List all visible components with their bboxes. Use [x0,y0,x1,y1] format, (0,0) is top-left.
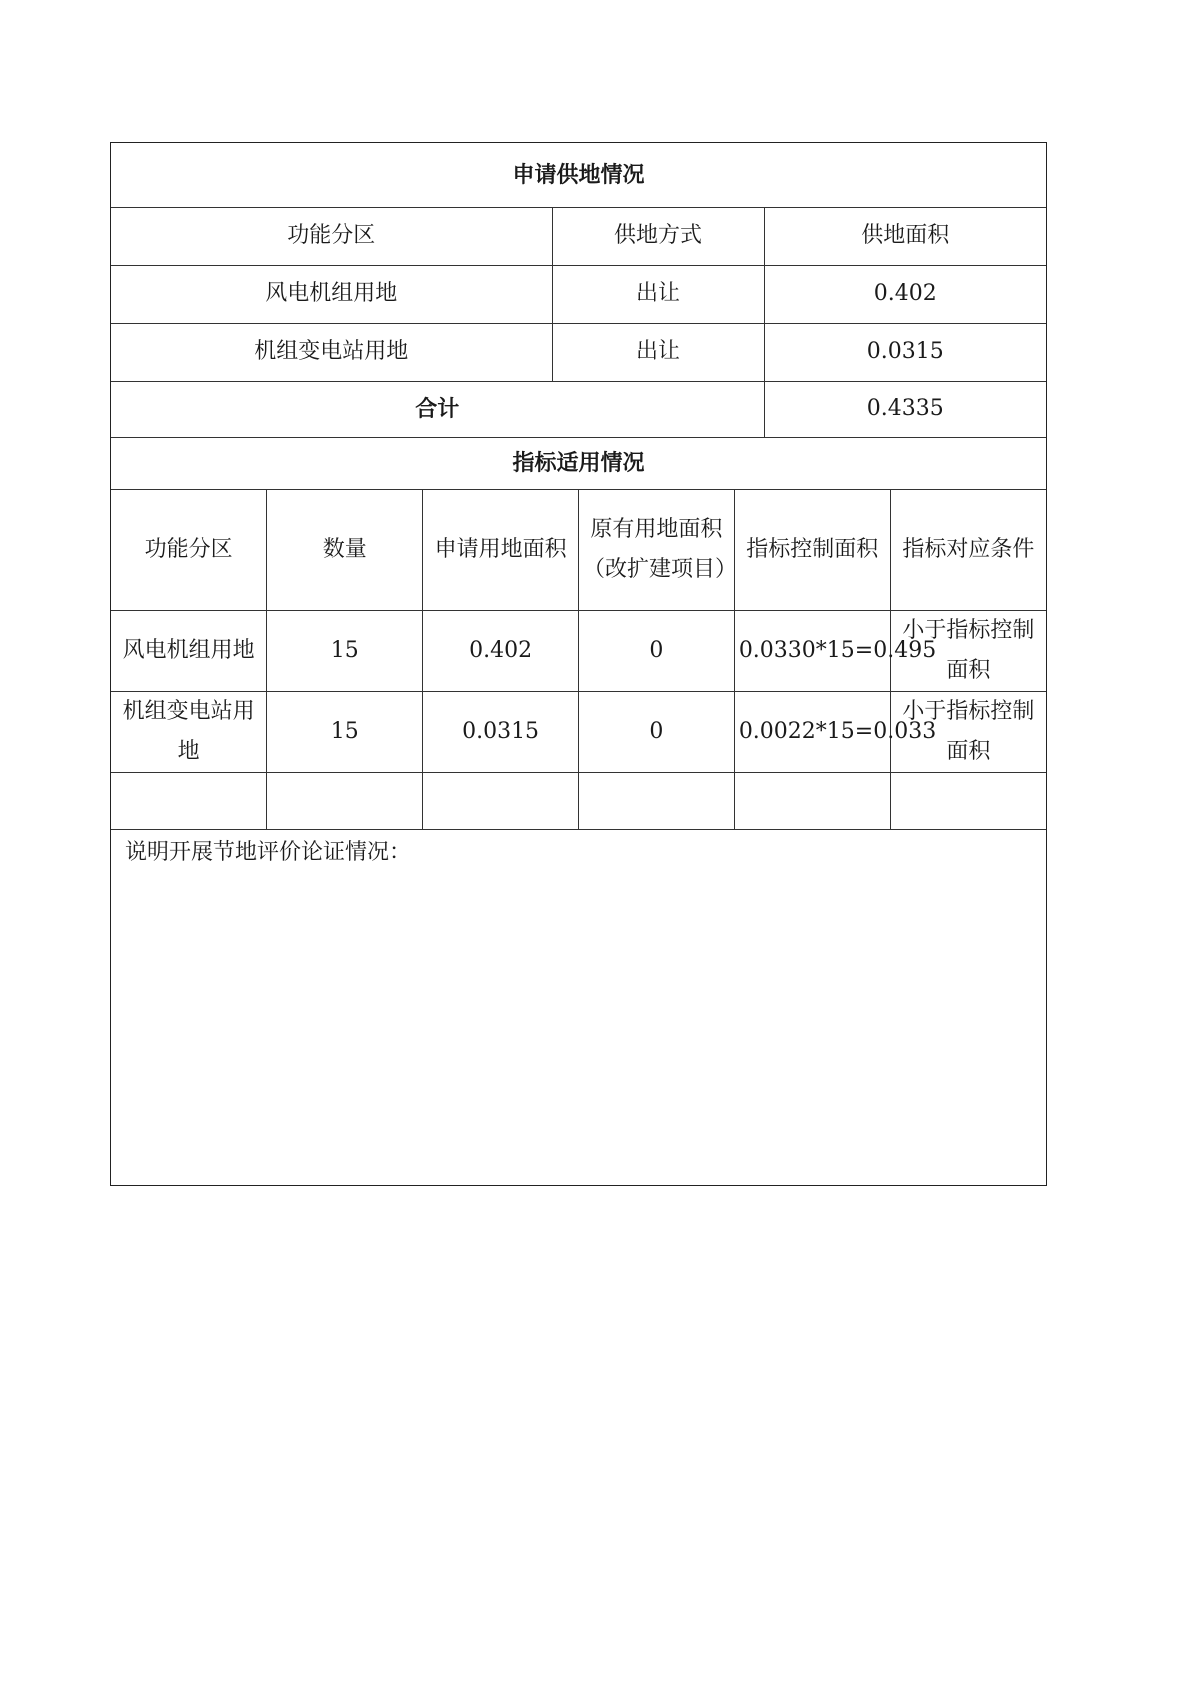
empty-cell [734,773,890,830]
empty-cell [578,773,734,830]
index-zone: 风电机组用地 [111,611,267,692]
supply-title: 申请供地情况 [111,143,1046,207]
form-frame [110,142,1047,1186]
empty-cell [267,773,423,830]
empty-cell [111,773,267,830]
index-header-condition: 指标对应条件 [890,490,1046,611]
index-header-zone: 功能分区 [111,490,267,611]
index-count: 15 [267,692,423,773]
index-header-control: 指标控制面积 [734,490,890,611]
index-table [111,438,1046,831]
supply-zone: 机组变电站用地 [111,323,552,381]
supply-header-area: 供地面积 [764,207,1046,265]
supply-area: 0.0315 [764,323,1046,381]
empty-cell [423,773,579,830]
supply-method: 出让 [552,265,764,323]
supply-method: 出让 [552,323,764,381]
index-condition: 小于指标控制面积 [890,692,1046,773]
table-row [111,692,1046,773]
table-row [111,323,1046,381]
table-row [111,265,1046,323]
index-title: 指标适用情况 [111,438,1046,490]
index-original-area: 0 [578,611,734,692]
supply-area: 0.402 [764,265,1046,323]
index-apply-area: 0.0315 [423,692,579,773]
supply-table [111,143,1046,438]
evaluation-note: 说明开展节地评价论证情况： [125,840,412,865]
table-row [111,611,1046,692]
total-value: 0.4335 [764,381,1046,437]
index-control: 0.0330*15=0.495 [734,611,890,692]
supply-zone: 风电机组用地 [111,265,552,323]
index-header-count: 数量 [267,490,423,611]
index-condition: 小于指标控制面积 [890,611,1046,692]
supply-header-method: 供地方式 [552,207,764,265]
index-control: 0.0022*15=0.033 [734,692,890,773]
supply-header-zone: 功能分区 [111,207,552,265]
index-apply-area: 0.402 [423,611,579,692]
total-label: 合计 [111,381,764,437]
index-header-original-area: 原有用地面积（改扩建项目） [578,490,734,611]
index-header-apply-area: 申请用地面积 [423,490,579,611]
table-row-empty [111,773,1046,830]
index-original-area: 0 [578,692,734,773]
index-count: 15 [267,611,423,692]
empty-cell [890,773,1046,830]
index-zone: 机组变电站用地 [111,692,267,773]
